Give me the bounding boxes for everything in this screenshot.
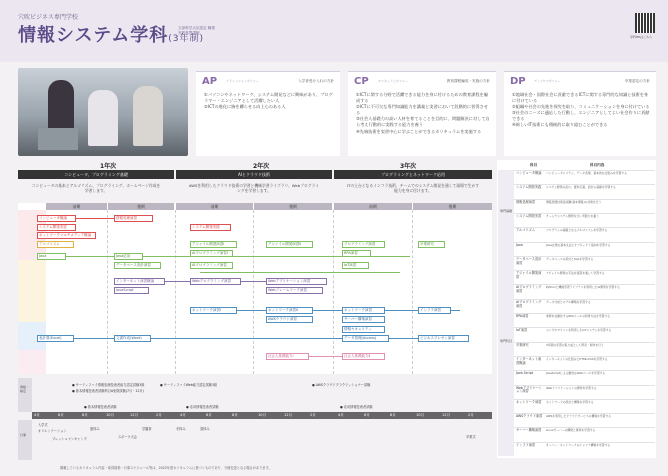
diploma-policy-card	[504, 71, 656, 156]
course-web-programming[interactable]: Webプログラミング演習	[190, 278, 241, 285]
table-row	[514, 385, 655, 400]
course-database-design[interactable]: データベース設計演習	[114, 262, 161, 269]
table-row	[514, 413, 655, 428]
table-course-name: AWSクラウド演習	[516, 414, 543, 419]
course-network-multimedia[interactable]: ネットワークマルチメディア概論	[37, 232, 96, 239]
semester-header: 前期	[176, 203, 253, 210]
timeline-month: 12月	[284, 413, 293, 417]
certification-note: 文部科学大臣認定 職業実践専門課程	[178, 26, 216, 35]
table-course-name: AIプログラミング演習	[516, 285, 542, 294]
course-java[interactable]: Java	[37, 253, 66, 260]
timeline-month: 10月	[258, 413, 267, 417]
grid-divider	[107, 210, 108, 374]
semester-header: 後期	[108, 203, 174, 210]
course-info-processing[interactable]: 情報処理演習	[114, 215, 153, 222]
timeline-month: 12月	[130, 413, 139, 417]
table-course-name: RPA演習	[516, 314, 529, 318]
policy-item: ③社会のニーズに適応した行動し、エンジニアとしてよい社会作りに貢献できる	[512, 110, 650, 122]
timeline-month: 10月	[416, 413, 425, 417]
table-row	[514, 442, 655, 457]
table-course-description: コンピュータシステム、データ表現、基本的な仕組みを学習する	[546, 171, 627, 175]
table-row	[514, 427, 655, 442]
policy-item: ①パソコンやネットワーク、システム開発などに興味があり、プログラマー・エンジニアとして活躍したい人	[204, 92, 333, 104]
year-2-theme: AIとクラウド技術	[176, 170, 332, 179]
policy-list	[204, 92, 334, 110]
timeline-month: 6月	[58, 413, 64, 417]
timeline-month: 8月	[232, 413, 238, 417]
table-row	[514, 270, 655, 285]
category-band-programming	[18, 260, 46, 322]
table-row	[514, 184, 655, 199]
policy-heading: 入学者受け入れの方針	[298, 79, 334, 83]
course-web-app[interactable]: Webアプリケーション演習	[266, 278, 327, 285]
classroom-photo	[18, 68, 188, 156]
table-course-description: Pythonと機械学習ライブラリを利用したAI開発を学習する	[546, 285, 620, 290]
table-course-description: 3年間の学習の集大成として研究・制作を行う	[546, 342, 604, 347]
course-business-presentation[interactable]: ビジネスプレゼン演習	[418, 335, 469, 342]
timeline-month: 6月	[206, 413, 212, 417]
year-3-theme: プログラミングとネットワーク応用	[334, 170, 492, 179]
course-word[interactable]: 文書作成(Word)	[114, 335, 151, 342]
year-3-label: 3年次	[400, 163, 417, 170]
table-course-description: ネットワークの設計と構築を学習する	[546, 399, 594, 404]
policy-item: ④先端技術を実習中心に学ぶことができるカリキュラムを実施する	[356, 128, 482, 134]
table-course-name: ネットワーク演習	[516, 399, 542, 404]
course-network-2[interactable]: ネットワーク演習Ⅱ	[266, 307, 313, 314]
table-course-name: サーバー構築演習	[516, 428, 542, 433]
event-item: 卒業式	[466, 435, 476, 439]
table-row	[514, 356, 655, 371]
exam-item: ● AWSクラウドプラクティショナー試験	[312, 383, 371, 387]
table-row	[514, 284, 655, 299]
event-item: 学園祭	[142, 427, 152, 431]
course-java-advanced[interactable]: Java応用	[114, 253, 143, 260]
policy-item: ②ICTに不可欠な専門知識能力を講義と実習において段階的に習得させる	[356, 104, 488, 116]
admission-policy-card	[196, 71, 340, 156]
curriculum-policy-card	[348, 71, 496, 156]
course-network[interactable]: ネットワーク演習	[342, 307, 385, 314]
policy-subtitle: アドミッションポリシー	[226, 79, 259, 83]
table-course-description: AWSを利用したクラウドサービスの構築を学習する	[546, 414, 612, 419]
timeline-month: 10月	[106, 413, 115, 417]
year-1-label: 1年次	[100, 163, 117, 170]
year-1-theme: コンピュータ、プログラミング基礎	[18, 170, 174, 179]
table-row	[514, 327, 655, 342]
year-2-description: AWSを利用したクラウド技術の学習と機械学習ライブラリ、Webプログラミングを学習します。	[188, 183, 320, 194]
table-course-name: システム開発実践	[516, 185, 542, 190]
events-row-label-box	[18, 420, 32, 460]
grid-divider	[412, 210, 413, 374]
course-iot[interactable]: IoT演習	[342, 262, 369, 269]
course-social-skills-2[interactable]: 社会人基礎能力Ⅱ	[342, 353, 385, 360]
exam-row-label-box	[18, 378, 32, 412]
table-row	[514, 170, 655, 185]
exam-item: ● 基本情報技術者試験科目A免除試験(7月・12月)	[72, 389, 144, 393]
policy-item: ①ICTに関する分野で活躍できる能力を身に付けるための教育課程を編成する	[356, 92, 488, 104]
table-row	[514, 370, 655, 385]
table-course-description: アジャイル開発の手法を演習を通して学習する	[546, 271, 605, 276]
page-title: 情報システム学科(3年制)	[18, 25, 204, 46]
policy-item: ②ICTの進化に胸を躍らせる向上心のある人	[204, 104, 286, 110]
course-system-lab[interactable]: システム開発実習	[37, 224, 76, 231]
timeline-month: 8月	[82, 413, 88, 417]
table-course-name: インフラ演習	[516, 442, 536, 447]
course-rpa[interactable]: RPA演習	[342, 250, 371, 257]
table-course-description: プログラムの基礎となるアルゴリズムを学習する	[546, 228, 608, 233]
course-javascript[interactable]: JavaScript	[114, 287, 149, 294]
table-header-course: 科目	[530, 163, 538, 167]
exam-item: ● サーティファイWeb能力認定試験3級	[160, 383, 218, 387]
course-agile-1[interactable]: アジャイル開発演習Ⅰ	[190, 241, 237, 248]
course-internet-intro[interactable]: インターネット演習概論	[114, 278, 165, 285]
course-server-build[interactable]: サーバー構築演習	[342, 316, 385, 323]
table-course-description: サーバー・ネットワークのインフラ構築を学習する	[546, 442, 611, 447]
curriculum-grid	[18, 203, 492, 374]
event-item: 入学式	[38, 423, 48, 427]
table-row	[514, 313, 655, 328]
course-social-skills-1[interactable]: 社会人基礎能力Ⅰ	[266, 353, 309, 360]
policy-heading: 教育課程編成・実施の方針	[446, 79, 490, 83]
policy-list	[356, 92, 490, 135]
semester-header: 後期	[413, 203, 492, 210]
table-course-description: 情報処理技術者試験(基本情報)の対策を行う	[546, 199, 602, 204]
table-row	[514, 256, 655, 271]
policy-subtitle: カリキュラムポリシー	[378, 79, 408, 83]
year-1-description: コンピュータの基本とアルゴリズム、プログラミング、ホームページ作成を学習します。	[31, 183, 161, 194]
timeline-month: 2月	[156, 413, 162, 417]
grid-divider	[333, 210, 334, 374]
category-band-social	[18, 350, 46, 374]
table-course-name: アルゴリズム	[516, 228, 535, 233]
policy-tag: CP	[354, 76, 369, 87]
timeline-month: 4月	[338, 413, 344, 417]
side-label-box	[498, 262, 514, 456]
timeline-month: 12月	[442, 413, 451, 417]
table-course-description: システム開発の流れ、要件定義、設計の基礎を学習する	[546, 185, 616, 190]
exam-item: ● 応用情報技術者試験	[340, 405, 373, 409]
course-programming-practice[interactable]: プログラミング演習	[342, 241, 385, 248]
table-row	[514, 227, 655, 242]
timeline-month: 2月	[468, 413, 474, 417]
table-course-name: 卒業研究	[516, 342, 529, 347]
policy-subtitle: ディプロマポリシー	[534, 79, 561, 83]
table-course-description: チームでシステム開発を行い実践力を養う	[546, 213, 599, 218]
policy-item: ②組織や社会の先進を探究を取り、コミュニケーションを身に付けている	[512, 104, 650, 110]
student-figure	[88, 90, 118, 146]
course-infrastructure[interactable]: インフラ演習	[418, 307, 451, 314]
policy-item: ①地域社会・国際社会に貢献できるICTに関する専門的な知識と技術を身に付けている	[512, 92, 649, 104]
footnote: 掲載しているカリキュラム内容・取得資格・行事スケジュール等は、2025年度カリキュラムに基づくものであり、今後変更となる場合があります。	[60, 466, 272, 470]
school-name: 穴吹ビジネス専門学校	[18, 14, 78, 21]
year-3-description: ITの土台となるインフラ技術、チームでのシステム開発を通して現場で生かす能力を身に付けます。	[346, 183, 480, 194]
table-course-name: システム開発実習	[516, 213, 542, 218]
policy-heading: 卒業認定の方針	[624, 79, 650, 83]
event-item: 夏休み	[90, 427, 100, 431]
semester-header: 後期	[254, 203, 332, 210]
policy-item: ③社会人基礎力の高い人材を育てることを目的に、問題解決に対して自ら考え行動的に実践する能力を養う	[356, 116, 490, 128]
event-item: 冬休み	[176, 427, 186, 431]
table-course-name: AIプログラミング演習	[516, 299, 542, 308]
event-item: スポーツ大会	[118, 435, 137, 439]
course-web-framework[interactable]: Webフレームワーク演習	[266, 287, 323, 294]
side-label-box	[498, 170, 514, 262]
table-course-name: コンピュータ概論	[516, 171, 542, 175]
table-course-description: 業務を自動化するRPAツールの利用方法を学習する	[546, 314, 611, 318]
table-course-description: Linuxサーバーの構築と運用を学習する	[546, 428, 596, 433]
table-course-name: Java	[516, 242, 523, 247]
table-row	[514, 299, 655, 314]
course-data-access[interactable]: データ管理(Access)	[342, 335, 389, 342]
table-course-description: インターネットの仕組みとHTML/CSSを学習する	[546, 356, 608, 361]
events-row-label: 行事	[20, 433, 27, 437]
table-course-name: 情報処理演習	[516, 199, 536, 204]
event-item: フレッシュマンキャンプ	[52, 437, 87, 441]
table-course-description: データベースの設計とSQLを学習する	[546, 256, 594, 261]
semester-header: 前期	[334, 203, 412, 210]
table-row	[514, 199, 655, 214]
exam-item: ● 基本情報技術者試験	[84, 405, 117, 409]
qr-code-icon[interactable]	[635, 13, 655, 33]
timeline-month: 6月	[364, 413, 370, 417]
table-header-content: 科目内容	[590, 163, 605, 167]
laptop-icon	[38, 128, 78, 150]
table-row	[514, 213, 655, 228]
course-ai-programming-1[interactable]: AIプログラミング演習Ⅰ	[190, 250, 233, 257]
timeline-month: 8月	[390, 413, 396, 417]
table-course-description: Java言語の基本文法とオブジェクト指向を学習する	[546, 242, 611, 247]
year-2-label: 2年次	[253, 163, 270, 170]
exam-item: ● サーティファイ情報処理技術者能力認定試験3級	[72, 383, 145, 387]
timeline-month: 2月	[310, 413, 316, 417]
timeline-month: 4月	[34, 413, 40, 417]
side-label: 専門基礎	[500, 209, 513, 213]
table-course-description: データ分析とモデル構築を学習する	[546, 299, 591, 304]
exam-item: ● 応用情報技術者試験	[186, 405, 219, 409]
course-graduation-research[interactable]: 卒業研究	[418, 241, 445, 248]
policy-item: ④新しいIT技術にも積極的に取り組むことができる	[512, 122, 608, 128]
qr-caption: 学科HPはこちら	[630, 35, 653, 39]
table-course-name: アジャイル開発演習	[516, 271, 542, 279]
policy-tag: DP	[510, 76, 526, 87]
table-course-name: データベース設計演習	[516, 256, 542, 265]
table-row	[514, 342, 655, 357]
course-system-practice[interactable]: システム開発実践	[190, 224, 231, 231]
table-course-name: IoT演習	[516, 328, 528, 333]
policy-tag: AP	[202, 76, 218, 87]
semester-header: 前期	[46, 203, 107, 210]
table-course-name: Java Script	[516, 371, 533, 376]
course-connector	[200, 272, 400, 273]
course-algorithm[interactable]: アルゴリズム	[37, 241, 74, 248]
course-ai-programming[interactable]: AIプログラミング演習	[190, 262, 233, 269]
side-label: 専門科目	[500, 339, 513, 343]
policy-list	[512, 92, 650, 129]
table-row	[514, 399, 655, 414]
table-course-description: Webアプリケーションの開発を学習する	[546, 385, 597, 390]
table-course-name: Webアプリケーション演習	[516, 385, 542, 394]
course-computer-intro[interactable]: コンピュータ概論	[37, 215, 76, 222]
grid-divider	[175, 210, 176, 374]
exam-row-label: 資格・検定	[20, 385, 30, 393]
event-item: 春休み	[200, 427, 210, 431]
table-course-description: JavaScriptによる動的なWebページを学習する	[546, 371, 606, 376]
table-course-name: インターネット演習概論	[516, 356, 542, 365]
student-figure	[133, 86, 163, 146]
course-aws-cloud[interactable]: AWSクラウド演習	[266, 316, 313, 323]
course-info-security[interactable]: 情報セキュリティ	[342, 326, 385, 333]
course-network-1[interactable]: ネットワーク演習Ⅰ	[190, 307, 237, 314]
grid-divider	[253, 210, 254, 374]
course-agile-2[interactable]: アジャイル開発演習Ⅱ	[266, 241, 313, 248]
event-item: オリエンテーション	[38, 429, 67, 433]
table-row	[514, 242, 655, 257]
table-course-description: センサやマイコンを利用したIoTシステムを学習する	[546, 328, 612, 333]
course-excel[interactable]: 表計算(Excel)	[37, 335, 74, 342]
timeline-month: 4月	[180, 413, 186, 417]
